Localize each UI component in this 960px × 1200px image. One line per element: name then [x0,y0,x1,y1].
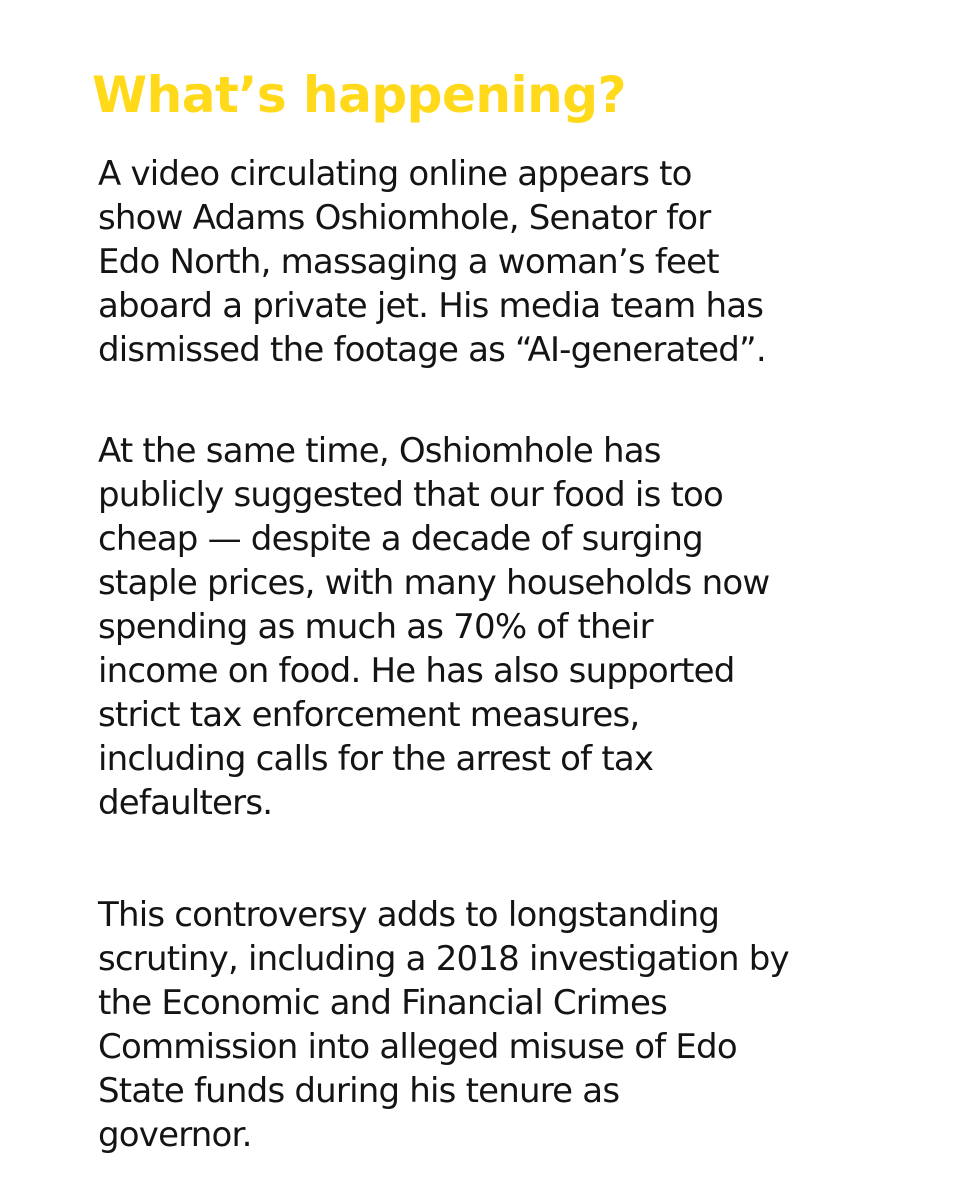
paragraph-line: dismissed the footage as “AI-generated”. [98,330,766,370]
paragraph-line: aboard a private jet. His media team has [98,286,764,326]
heading: What’s happening? [92,66,627,124]
paragraph-line: spending as much as 70% of their [98,607,653,647]
paragraph-line: strict tax enforcement measures, [98,695,640,735]
paragraph-line: scrutiny, including a 2018 investigation by [98,939,789,979]
paragraph-line: At the same time, Oshiomhole has [98,431,661,471]
paragraph-line: income on food. He has also supported [98,651,735,691]
paragraph-line: Edo North, massaging a woman’s feet [98,242,719,282]
paragraph-line: cheap — despite a decade of surging [98,519,703,559]
paragraph-line: This controversy adds to longstanding [98,895,720,935]
paragraph-line: staple prices, with many households now [98,563,770,603]
paragraph-line: A video circulating online appears to [98,154,692,194]
paragraph-line: including calls for the arrest of tax [98,739,654,779]
paragraph-line: defaulters. [98,783,273,823]
paragraph-line: Commission into alleged misuse of Edo [98,1027,737,1067]
paragraph-line: show Adams Oshiomhole, Senator for [98,198,711,238]
paragraph-video [98,152,766,372]
paragraph-line: State funds during his tenure as [98,1071,620,1111]
paragraph-line: the Economic and Financial Crimes [98,983,667,1023]
paragraph-line: publicly suggested that our food is too [98,475,724,515]
paragraph-food-prices [98,429,769,825]
paragraph-investigation [98,893,789,1157]
paragraph-line: governor. [98,1115,252,1155]
